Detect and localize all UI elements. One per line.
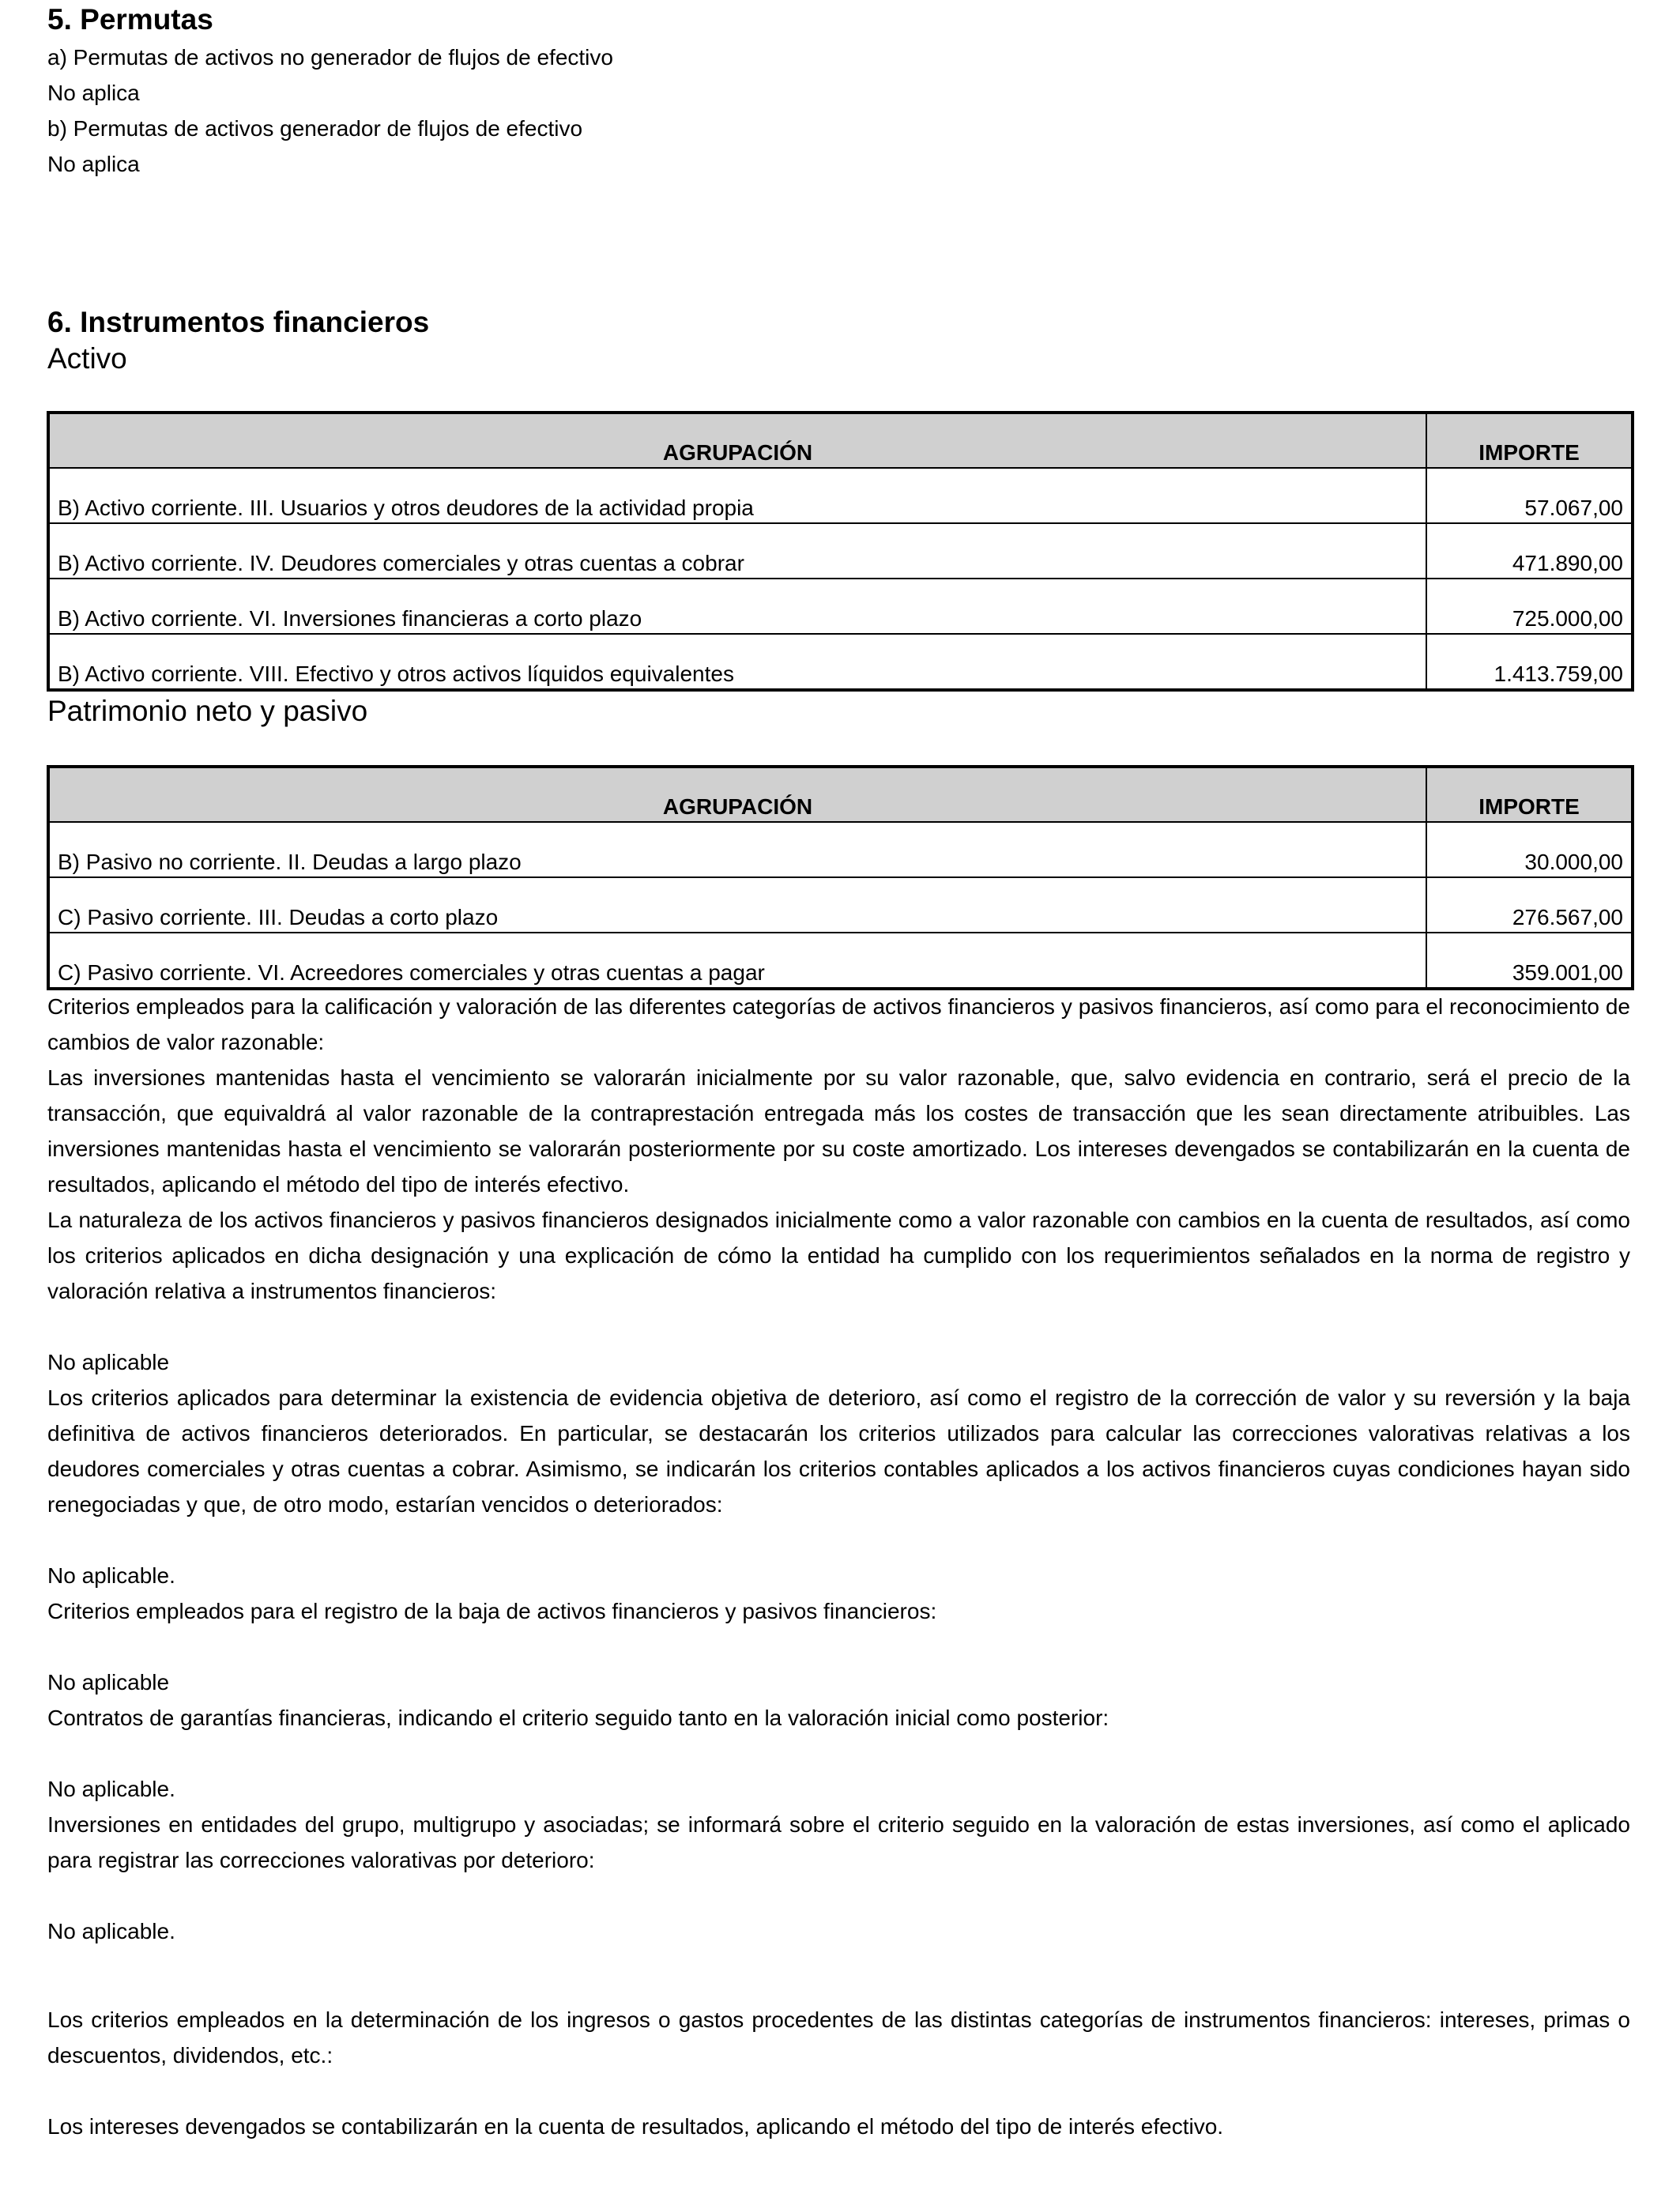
activo-heading: Activo [47, 342, 127, 375]
pasivo-heading: Patrimonio neto y pasivo [47, 695, 368, 727]
table-row [48, 933, 1633, 989]
paragraph-deterioro-value: No aplicable. [47, 1563, 175, 1588]
paragraph-naturaleza-value: No aplicable [47, 1350, 170, 1374]
table-row [48, 822, 1633, 877]
paragraph-baja-value: No aplicable [47, 1670, 170, 1695]
section-5-title: 5. Permutas [47, 3, 213, 36]
section-5-item-a-value: No aplica [47, 81, 140, 105]
pasivo-table [47, 765, 1634, 990]
paragraph-criterios-calificacion: Criterios empleados para la calificación y valoración de las diferentes categorías de activos financieros y pasivos financieros, así como para el reconocimiento de cambios de valor razonable: [47, 994, 1630, 1054]
column-header-agrupacion: AGRUPACIÓN [48, 767, 1426, 822]
row-amount: 1.413.759,00 [1426, 634, 1633, 690]
paragraph-inversiones-grupo: Inversiones en entidades del grupo, multigrupo y asociadas; se informará sobre el criterio seguido en la valoración de estas inversiones, así como el aplicado para registrar las correcciones valorativas por deterioro: [47, 1812, 1630, 1872]
paragraph-garantias-value: No aplicable. [47, 1777, 175, 1801]
row-amount: 471.890,00 [1426, 523, 1633, 579]
paragraph-baja: Criterios empleados para el registro de la baja de activos financieros y pasivos financieros: [47, 1599, 937, 1623]
row-label: B) Activo corriente. IV. Deudores comerciales y otras cuentas a cobrar [48, 523, 1426, 579]
section-5-item-b: b) Permutas de activos generador de flujos de efectivo [47, 116, 583, 141]
paragraph-deterioro: Los criterios aplicados para determinar la existencia de evidencia objetiva de deterioro, así como el registro de la corrección de valor y su reversión y la baja definitiva de activos financieros deteriorados. En particular, se destacarán los criterios utilizados para calcular las correcciones valorativas relativas a los deudores comerciales y otras cuentas a cobrar. Asimismo, se indicarán los criterios contables aplicados a los activos financieros cuyas condiciones hayan sido renegociadas y que, de otro modo, estarían vencidos o deteriorados: [47, 1385, 1630, 1517]
activo-table [47, 411, 1634, 692]
table-row [48, 523, 1633, 579]
table-row [48, 877, 1633, 933]
section-5-item-a: a) Permutas de activos no generador de flujos de efectivo [47, 45, 613, 70]
section-5-item-b-value: No aplica [47, 152, 140, 176]
table-row [48, 579, 1633, 634]
row-amount: 725.000,00 [1426, 579, 1633, 634]
row-amount: 276.567,00 [1426, 877, 1633, 933]
row-label: B) Activo corriente. VI. Inversiones financieras a corto plazo [48, 579, 1426, 634]
paragraph-garantias: Contratos de garantías financieras, indicando el criterio seguido tanto en la valoración inicial como posterior: [47, 1706, 1109, 1730]
row-amount: 57.067,00 [1426, 468, 1633, 523]
row-label: B) Activo corriente. III. Usuarios y otros deudores de la actividad propia [48, 468, 1426, 523]
row-label: B) Pasivo no corriente. II. Deudas a largo plazo [48, 822, 1426, 877]
table-row [48, 468, 1633, 523]
column-header-importe: IMPORTE [1426, 767, 1633, 822]
column-header-agrupacion: AGRUPACIÓN [48, 413, 1426, 468]
row-label: C) Pasivo corriente. VI. Acreedores comerciales y otras cuentas a pagar [48, 933, 1426, 989]
row-label: C) Pasivo corriente. III. Deudas a corto plazo [48, 877, 1426, 933]
row-label: B) Activo corriente. VIII. Efectivo y otros activos líquidos equivalentes [48, 634, 1426, 690]
paragraph-naturaleza-activos: La naturaleza de los activos financieros y pasivos financieros designados inicialmente como a valor razonable con cambios en la cuenta de resultados, así como los criterios aplicados en dicha designación y una explicación de cómo la entidad ha cumplido con los requerimientos señalados en la norma de registro y valoración relativa a instrumentos financieros: [47, 1208, 1630, 1303]
paragraph-ingresos-gastos-value: Los intereses devengados se contabilizarán en la cuenta de resultados, aplicando el método del tipo de interés efectivo. [47, 2114, 1224, 2139]
row-amount: 359.001,00 [1426, 933, 1633, 989]
table-row [48, 634, 1633, 690]
column-header-importe: IMPORTE [1426, 413, 1633, 468]
paragraph-inversiones-vencimiento: Las inversiones mantenidas hasta el vencimiento se valorarán inicialmente por su valor razonable, que, salvo evidencia en contrario, será el precio de la transacción, que equivaldrá al valor razonable de la contraprestación entregada más los costes de transacción que les sean directamente atribuibles. Las inversiones mantenidas hasta el vencimiento se valorarán posteriormente por su coste amortizado. Los intereses devengados se contabilizarán en la cuenta de resultados, aplicando el método del tipo de interés efectivo. [47, 1065, 1630, 1197]
paragraph-ingresos-gastos: Los criterios empleados en la determinación de los ingresos o gastos procedentes de las distintas categorías de instrumentos financieros: intereses, primas o descuentos, dividendos, etc.: [47, 2007, 1630, 2068]
table-header-row [48, 413, 1633, 468]
table-header-row [48, 767, 1633, 822]
paragraph-inversiones-grupo-value: No aplicable. [47, 1919, 175, 1943]
section-6-title: 6. Instrumentos financieros [47, 306, 430, 338]
row-amount: 30.000,00 [1426, 822, 1633, 877]
